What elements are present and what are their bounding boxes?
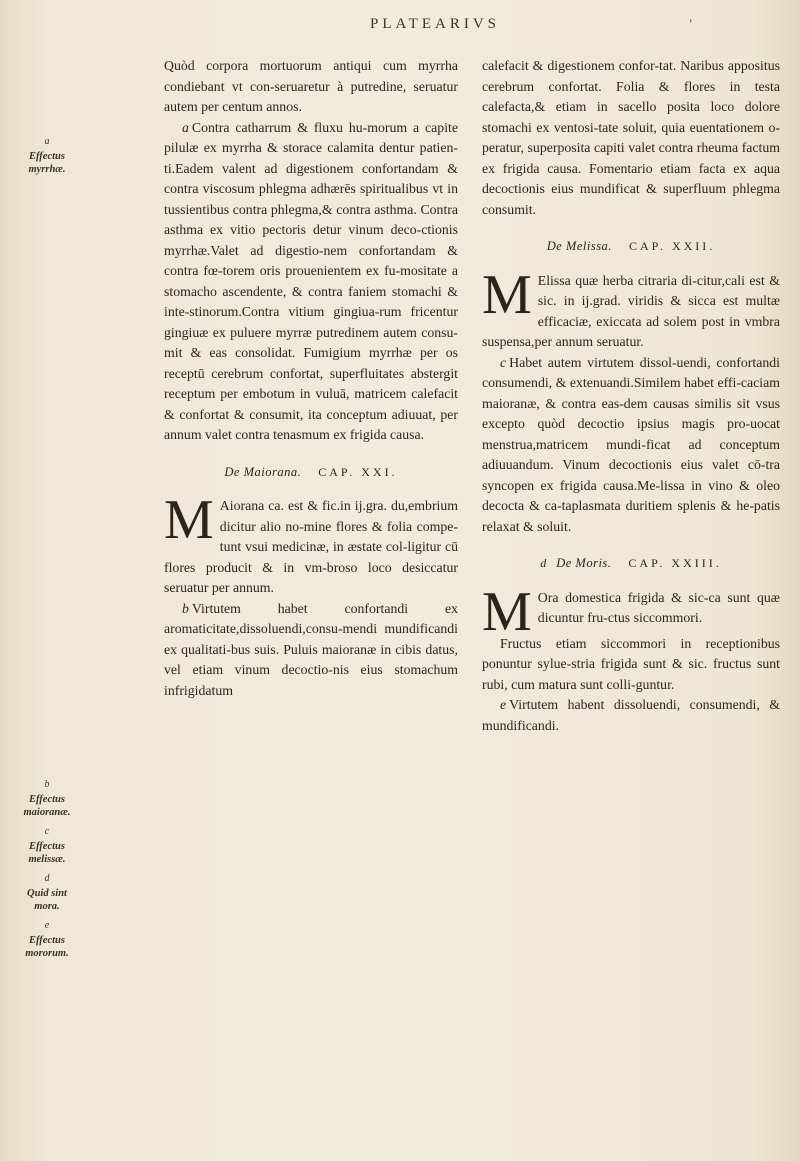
page-mark: ' <box>689 16 692 31</box>
paragraph-myrrha-preservation: Quòd corpora mortuorum antiqui cum myrrha condiebant vt con-seruaretur à putredine, seruatur autem per centum annos. <box>164 58 458 114</box>
chapter-number: CAP. XXIII. <box>628 556 722 570</box>
chapter-number: CAP. XXI. <box>318 464 398 479</box>
paragraph-moris-intro <box>482 588 780 634</box>
margin-note-text: Effectus melissæ. <box>28 841 66 865</box>
paragraph-text: Habet autem virtutem dissol-uendi, confortandi consumendi, & extenuandi.Similem habet effi-caciam maioranæ, & contra eas-dem causas similis sit vsus excepto quòd decoctio ipsius magis pro-uocat menstrua,matricem mundi-ficat ad conceptum adiuuandum. Vinum decoctionis eius valet cō-tra syncopen ex frigida causa.Me-lissa in vino & oleo decocta & ca-taplasmata duritiem splenis & he-patis relaxat & soluit. <box>482 354 780 534</box>
paragraph-text: Ora domestica frigida & sic-ca sunt quæ dicuntur fru-ctus siccommori. <box>537 589 780 625</box>
drop-capital: M <box>164 496 214 551</box>
paragraph-melissa-intro <box>482 271 780 353</box>
note-key: d <box>540 556 549 570</box>
margin-note-key: d <box>44 873 50 884</box>
margin-note-a <box>14 135 80 176</box>
paragraph-text: Virtutem habet confortandi ex aromaticitate,dissoluendi,consu-mendi mundificandi ex qualitati-bus suis. Puluis maioranæ in cibis datus, vel etiam vinum decoctio-nis eius stomachum infrigidatum <box>164 600 458 698</box>
margin-note-text: Quid sint mora. <box>27 888 67 912</box>
note-key: c <box>500 354 507 370</box>
note-key: e <box>500 697 507 712</box>
left-column <box>164 56 458 701</box>
paragraph-maiorana-intro <box>164 496 458 599</box>
chapter-heading-maiorana <box>164 462 458 483</box>
paragraph-moris-virtues <box>482 695 780 736</box>
margin-notes-group <box>14 778 80 960</box>
running-header <box>0 16 800 33</box>
paragraph-myrrha-uses <box>164 118 458 446</box>
paragraph-text: Virtutem habent dissoluendi, consumendi, & mundificandi. <box>482 697 780 733</box>
note-key: a <box>182 119 189 135</box>
margin-note-text: Effectus myrrhæ. <box>28 151 66 175</box>
margin-note-text: Effectus maioranæ. <box>23 794 71 818</box>
chapter-title: De Maiorana. <box>224 464 302 479</box>
chapter-title: De Moris. <box>556 556 612 570</box>
chapter-number: CAP. XXII. <box>628 239 716 253</box>
paragraph-maiorana-virtues <box>164 599 458 702</box>
right-column <box>482 56 780 736</box>
note-key: b <box>182 600 189 616</box>
margin-note-key: a <box>44 136 50 147</box>
chapter-title: De Melissa. <box>546 239 612 253</box>
drop-capital: M <box>482 587 532 634</box>
paragraph-maiorana-continued: calefacit & digestionem confor-tat. Naribus appositus cerebrum confortat. Folia & flores in testa calefacta,& etiam in sacello posita loco dolore stomachi ex ventosi-tate soluit, quia euentationem o-peratur, superposita capiti valet contra rheuma factum ex frigida causa. Fomentario etiam facta ex aqua decoctionis eius mundificat & superfluum phlegma consumit. <box>482 58 780 217</box>
chapter-heading-moris <box>482 553 780 574</box>
running-title: PLATEARIVS <box>369 16 500 32</box>
margin-note-key: c <box>44 826 50 837</box>
paragraph-text: Aiorana ca. est & fic.in ij.gra. du,embrium dicitur alio no-mine flores & folia compe-tunt vsui medicinæ, in æstate col-ligitur cū flores producit & in vm-broso loco desiccatur seruatur per annum. <box>164 498 458 595</box>
drop-capital: M <box>482 270 532 326</box>
paragraph-moris-fructus: Fructus etiam siccommori in receptionibus ponuntur sylue-stria frigida sunt & sic. fructus sunt rubi, cum matura sunt colli-guntur. <box>482 635 780 692</box>
margin-note-text: Effectus mororum. <box>25 935 69 959</box>
paragraph-text: Elissa quæ herba citraria di-citur,cali est & sic. in ij.grad. viridis & sicca est multæ efficaciæ, exiccata ad solem post in vmbra suspensa,per annum seruatur. <box>482 272 780 349</box>
paragraph-melissa-virtues <box>482 353 780 538</box>
margin-note-key: b <box>44 779 50 790</box>
margin-note-key: e <box>44 920 50 931</box>
paragraph-text: Contra catharrum & fluxu hu-morum a capite pilulæ ex myrrha & storace calamita dentur patien-ti.Eadem valent ad digestionem confortandam & contra viscosum phlegma adhærēs spiritualibus vt in tussientibus contra phlegma,& contra asthma. Contra asthma ex vitio pectoris detur vinum deco-ctionis myrrhæ.Valet ad digestio-nem confortandam & contra fœ-torem oris prouenientem ex fu-mositate a stomacho ascendente, & contra faniem stomachi & inte-stinorum.Contra vitium gingiua-rum fricentur gingiuæ ex puluere myrræ putredinem autem consu-mit & eas consolidat. Fumigium myrrhæ per os receptū cerebrum confortat, superfluitates abstergit receptum per embotum in vuluā, matricem calefacit & confortat & consumit, ita conceptum adiuuat, per annum valet contra tenasmum ex frigida causa. <box>164 119 458 442</box>
chapter-heading-melissa <box>482 236 780 257</box>
